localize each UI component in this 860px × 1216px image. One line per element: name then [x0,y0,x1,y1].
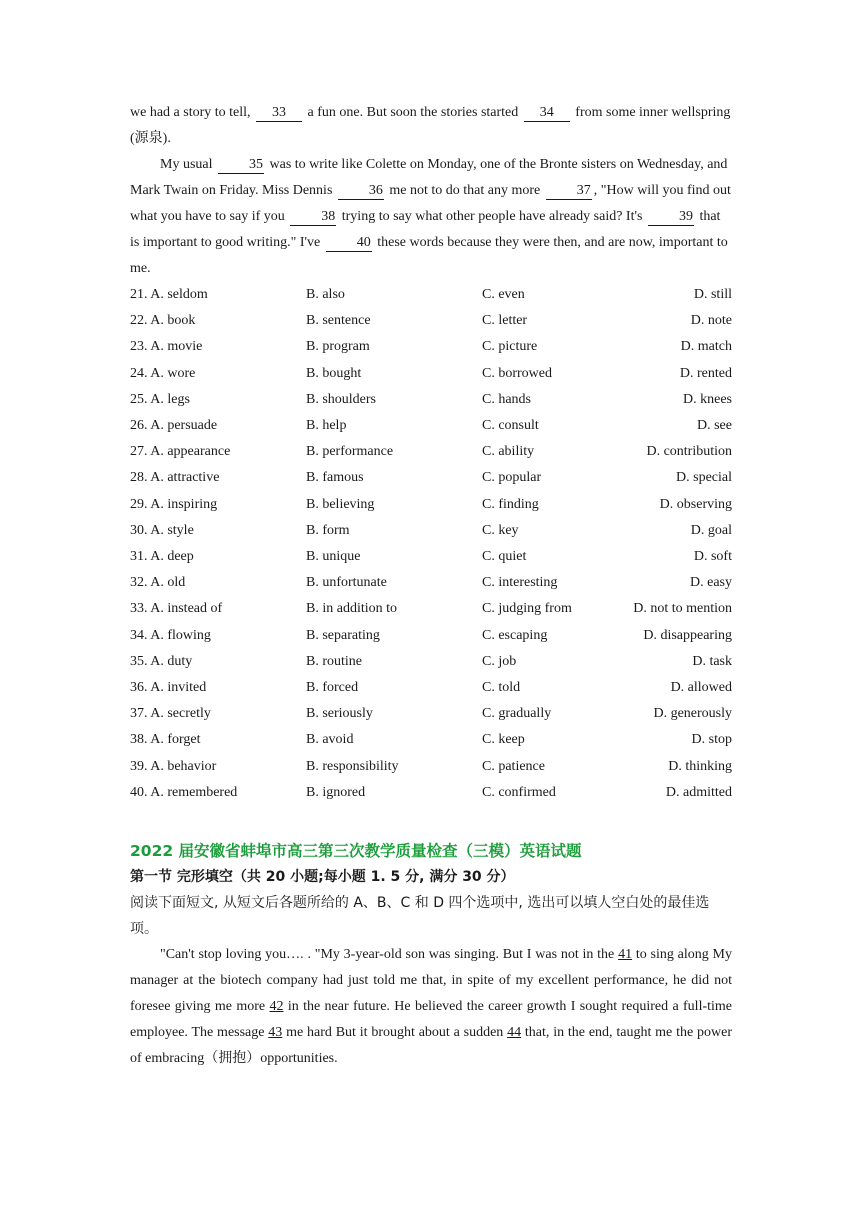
option-choice: D. goal [690,522,732,538]
option-choice: D. note [690,313,732,329]
option-choice: B. shoulders [306,391,376,407]
option-choice: C. picture [482,339,538,355]
option-choice: C. escaping [482,627,548,643]
option-choice: 26. A. persuade [130,418,218,434]
option-choice: B. in addition to [306,601,397,617]
option-choice: C. quiet [482,549,527,565]
option-choice: B. bought [306,365,362,381]
option-choice: B. help [306,418,347,434]
option-choice: 39. A. behavior [130,758,217,774]
passage-paragraph-2: My usual 35 was to write like Colette on Monday, one of the Bronte sisters on Wednesday, and Mark Twain on Friday. Miss Dennis 36 me not to do that any more 37 , "How will you find out what you have to say if you 38 trying to say what other people have already said? It's 39 that is important to good writing." I've 40 these words because they were then, and are now, important to me. [130,157,731,276]
option-choice: D. allowed [670,680,732,696]
option-row [130,701,732,727]
option-choice: C. patience [482,758,545,774]
blank-36: 36 [338,183,384,200]
option-choice: 36. A. invited [130,680,207,696]
option-choice: 32. A. old [130,575,186,591]
option-choice: 31. A. deep [130,549,194,565]
option-choice: C. confirmed [482,784,556,800]
option-choice: B. ignored [306,784,366,800]
option-choice: B. also [306,287,345,302]
blank-42: 42 [269,999,284,1015]
option-choice: B. routine [306,653,362,669]
option-choice: 22. A. book [130,313,196,329]
option-row [130,361,732,387]
option-choice: 23. A. movie [130,339,203,355]
option-choice: B. believing [306,496,375,512]
exam-title: 2022 届安徽省蚌埠市高三第三次教学质量检查（三模）英语试题 [130,842,582,861]
option-choice: C. finding [482,496,539,512]
option-row [130,439,732,465]
passage-paragraph-1: we had a story to tell, 33 a fun one. But soon the stories started 34 from some inner wellspring (源泉). [130,105,731,146]
option-choice: 29. A. inspiring [130,496,218,512]
option-choice: C. letter [482,313,528,329]
section-heading: 第一节 完形填空（共 20 小题;每小题 1. 5 分, 满分 30 分） [130,869,515,886]
option-choice: 33. A. instead of [130,601,223,617]
blank-44: 44 [507,1025,522,1041]
option-choice: D. still [693,287,732,302]
option-choice: C. judging from [482,601,572,617]
option-row [130,413,732,439]
option-row [130,675,732,701]
option-choice: D. disappearing [643,627,732,643]
option-choice: B. unique [306,549,361,565]
option-choice: B. famous [306,470,364,486]
blank-38: 38 [290,209,336,226]
option-choice: B. forced [306,680,359,696]
option-choice: 40. A. remembered [130,784,238,800]
option-choice: B. seriously [306,706,373,722]
option-choice: 24. A. wore [130,365,196,381]
option-row [130,596,732,622]
option-row [130,570,732,596]
blank-37: 37 [546,183,592,200]
option-choice: C. ability [482,444,535,460]
blank-33: 33 [256,105,302,122]
option-row [130,727,732,753]
answer-options [130,282,732,806]
option-choice: C. keep [482,732,525,748]
option-choice: C. consult [482,418,539,434]
option-choice: D. soft [693,549,732,565]
option-choice: 35. A. duty [130,653,193,669]
blank-34: 34 [524,105,570,122]
option-row [130,492,732,518]
blank-41: 41 [618,947,633,963]
option-choice: 30. A. style [130,522,194,538]
option-row [130,780,732,806]
option-choice: D. observing [659,496,732,512]
option-choice: D. admitted [665,784,732,800]
option-choice: C. even [482,287,525,302]
option-row [130,387,732,413]
option-choice: D. match [680,339,732,355]
instructions: 阅读下面短文, 从短文后各题所给的 A、B、C 和 D 四个选项中, 选出可以填人空白处的最佳选项。 [130,895,710,938]
option-choice: D. special [676,470,732,486]
option-choice: D. not to mention [633,601,732,617]
option-row [130,308,732,334]
option-choice: B. form [306,522,350,538]
blank-40: 40 [326,235,372,252]
option-choice: 38. A. forget [130,732,201,748]
option-choice: B. unfortunate [306,575,387,591]
option-row [130,754,732,780]
option-choice: D. stop [691,732,732,748]
option-choice: C. told [482,680,521,696]
option-row [130,544,732,570]
option-row [130,623,732,649]
option-choice: 25. A. legs [130,391,190,407]
option-choice: B. performance [306,444,394,460]
option-choice: D. see [697,418,732,434]
option-choice: C. job [482,653,517,669]
option-choice: D. contribution [646,444,732,460]
document-page [130,100,732,1072]
option-choice: C. key [482,522,519,538]
option-row [130,649,732,675]
option-choice: B. responsibility [306,758,399,774]
option-choice: 27. A. appearance [130,444,231,460]
option-choice: 37. A. secretly [130,706,211,722]
option-choice: D. rented [679,365,732,381]
option-choice: C. hands [482,391,531,407]
option-row [130,465,732,491]
option-choice: C. gradually [482,706,552,722]
option-choice: B. avoid [306,732,354,748]
option-choice: B. separating [306,627,380,643]
option-row [130,282,732,308]
option-choice: D. knees [683,391,732,407]
blank-39: 39 [648,209,694,226]
blank-43: 43 [268,1025,283,1041]
option-row [130,334,732,360]
option-choice: 34. A. flowing [130,627,211,643]
option-choice: C. interesting [482,575,558,591]
option-choice: D. easy [690,575,732,591]
option-choice: B. sentence [306,313,371,329]
option-choice: D. task [692,653,732,669]
option-choice: 21. A. seldom [130,287,208,302]
blank-35: 35 [218,157,264,174]
option-choice: D. thinking [668,758,732,774]
option-choice: B. program [306,339,370,355]
option-choice: D. generously [653,706,732,722]
option-choice: C. popular [482,470,542,486]
passage-paragraph-3: "Can't stop loving you…. . "My 3-year-old son was singing. But I was not in the 41 to sing along My manager at the biotech company had just told me that, in spite of my excellent performance, he did not foresee giving me more 42 in the near future. He believed the career growth I sought required a full-time employee. The message 43 me hard But it brought about a sudden 44 that, in the end, taught me the power of embracing（拥抱）opportunities. [130,947,733,1067]
option-choice: C. borrowed [482,365,552,381]
option-choice: 28. A. attractive [130,470,220,486]
option-row [130,518,732,544]
